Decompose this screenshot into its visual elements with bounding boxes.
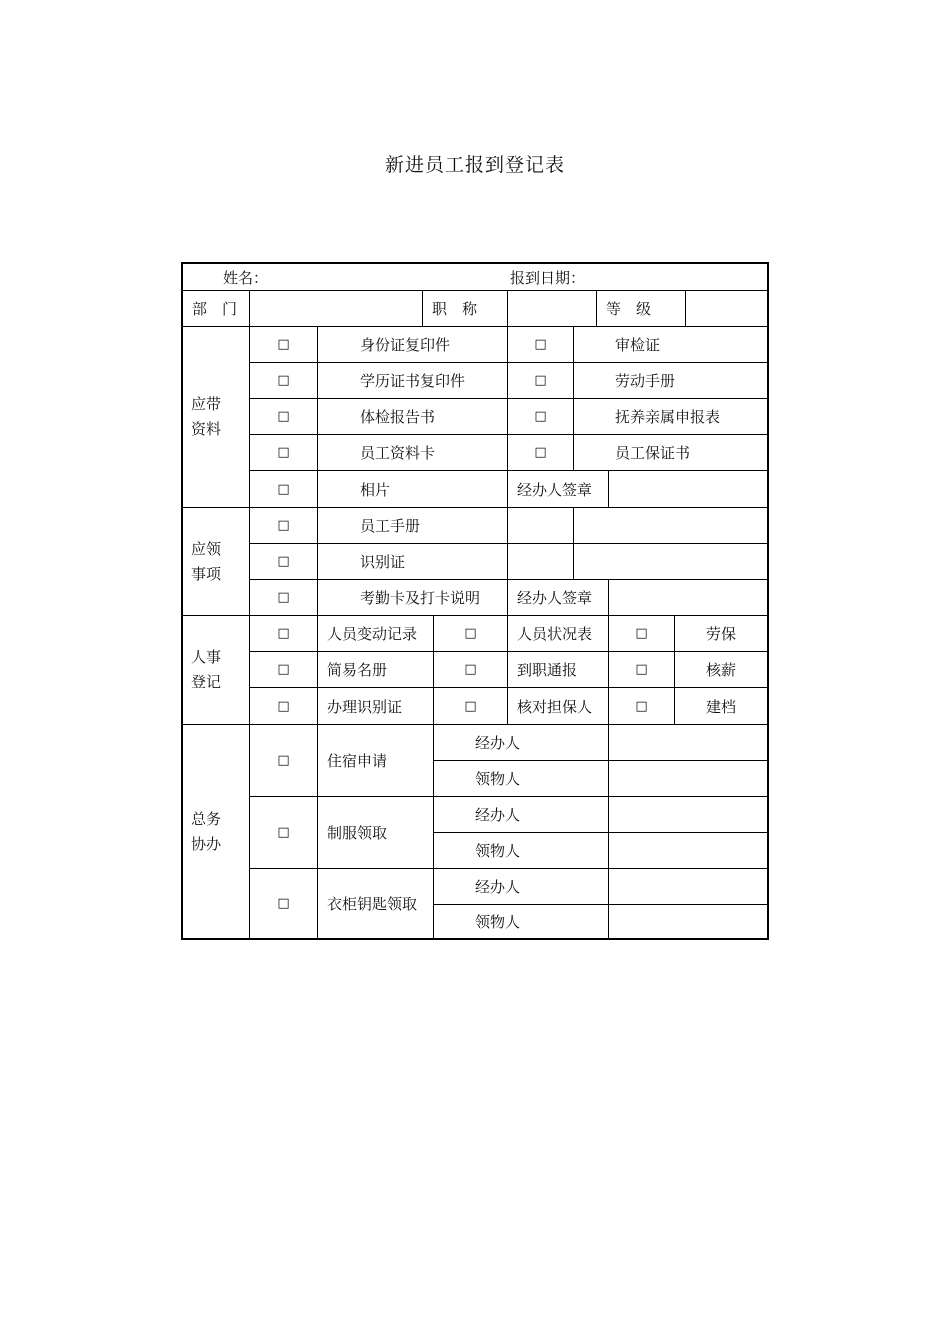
checkbox-change-record[interactable]: □ — [250, 616, 318, 652]
checkbox-id-copy[interactable]: □ — [250, 327, 318, 363]
checkbox-dorm-application[interactable]: □ — [250, 725, 318, 797]
item-onboard-notice: 到职通报 — [508, 652, 609, 688]
checkbox-diploma-copy[interactable]: □ — [250, 363, 318, 399]
item-archive: 建档 — [675, 688, 767, 725]
item-labor-handbook: 劳动手册 — [574, 363, 767, 399]
header-row — [183, 264, 767, 291]
item-verify-guarantor: 核对担保人 — [508, 688, 609, 725]
item-diploma-copy: 学历证书复印件 — [318, 363, 508, 399]
item-employee-card: 员工资料卡 — [318, 435, 508, 471]
date-label: 报到日期： — [510, 268, 586, 287]
name-label: 姓名： — [223, 268, 269, 287]
dept-label: 部 门 — [183, 291, 250, 327]
item-uniform: 制服领取 — [318, 797, 434, 869]
page-title: 新进员工报到登记表 — [384, 154, 565, 176]
handler-label: 经办人 — [434, 869, 609, 905]
handler-label: 经办人 — [434, 725, 609, 761]
item-id-copy: 身份证复印件 — [318, 327, 508, 363]
blank-cell — [574, 544, 767, 580]
checkbox-roster[interactable]: □ — [250, 652, 318, 688]
item-guarantee-letter: 员工保证书 — [574, 435, 767, 471]
checkbox-locker-key[interactable]: □ — [250, 869, 318, 938]
section2-sign-input[interactable] — [609, 580, 767, 616]
receiver-label: 领物人 — [434, 761, 609, 797]
item-medical-report: 体检报告书 — [318, 399, 508, 435]
checkbox-uniform[interactable]: □ — [250, 797, 318, 869]
item-salary-check: 核薪 — [675, 652, 767, 688]
item-issue-badge: 办理识别证 — [318, 688, 434, 725]
checkbox-salary-check[interactable]: □ — [609, 652, 675, 688]
checkbox-employee-handbook[interactable]: □ — [250, 508, 318, 544]
checkbox-labor-handbook[interactable]: □ — [508, 363, 574, 399]
handler-input[interactable] — [609, 869, 767, 905]
handler-input[interactable] — [609, 797, 767, 833]
position-label: 职 称 — [423, 291, 508, 327]
section-items-to-receive: 应领 事项 — [183, 508, 250, 616]
receiver-input[interactable] — [609, 833, 767, 869]
item-labor-insurance: 劳保 — [675, 616, 767, 652]
item-status-table: 人员状况表 — [508, 616, 609, 652]
checkbox-onboard-notice[interactable]: □ — [434, 652, 508, 688]
checkbox-dependents-form[interactable]: □ — [508, 399, 574, 435]
checkbox-issue-badge[interactable]: □ — [250, 688, 318, 725]
item-employee-handbook: 员工手册 — [318, 508, 508, 544]
section2-sign-label: 经办人签章 — [508, 580, 609, 616]
receiver-input[interactable] — [609, 905, 767, 938]
position-input[interactable] — [508, 291, 597, 327]
checkbox-photo[interactable]: □ — [250, 471, 318, 508]
grade-input[interactable] — [686, 291, 767, 327]
checkbox-labor-insurance[interactable]: □ — [609, 616, 675, 652]
section1-sign-label: 经办人签章 — [508, 471, 609, 508]
dept-input[interactable] — [250, 291, 423, 327]
checkbox-archive[interactable]: □ — [609, 688, 675, 725]
receiver-label: 领物人 — [434, 905, 609, 938]
item-change-record: 人员变动记录 — [318, 616, 434, 652]
checkbox-id-badge[interactable]: □ — [250, 544, 318, 580]
section-general-affairs: 总务 协办 — [183, 725, 250, 938]
handler-label: 经办人 — [434, 797, 609, 833]
checkbox-inspection-cert[interactable]: □ — [508, 327, 574, 363]
grade-label: 等 级 — [597, 291, 686, 327]
section1-sign-input[interactable] — [609, 471, 767, 508]
item-inspection-cert: 审检证 — [574, 327, 767, 363]
item-roster: 简易名册 — [318, 652, 434, 688]
section-required-documents: 应带 资料 — [183, 327, 250, 508]
blank-cell — [574, 508, 767, 544]
checkbox-guarantee-letter[interactable]: □ — [508, 435, 574, 471]
checkbox-verify-guarantor[interactable]: □ — [434, 688, 508, 725]
item-locker-key: 衣柜钥匙领取 — [318, 869, 434, 938]
handler-input[interactable] — [609, 725, 767, 761]
blank-cell — [508, 508, 574, 544]
checkbox-employee-card[interactable]: □ — [250, 435, 318, 471]
checkbox-medical-report[interactable]: □ — [250, 399, 318, 435]
receiver-input[interactable] — [609, 761, 767, 797]
item-id-badge: 识别证 — [318, 544, 508, 580]
item-time-card: 考勤卡及打卡说明 — [318, 580, 508, 616]
checkbox-time-card[interactable]: □ — [250, 580, 318, 616]
section-hr-registration: 人事 登记 — [183, 616, 250, 725]
item-dorm-application: 住宿申请 — [318, 725, 434, 797]
checkbox-status-table[interactable]: □ — [434, 616, 508, 652]
item-photo: 相片 — [318, 471, 508, 508]
blank-cell — [508, 544, 574, 580]
item-dependents-form: 抚养亲属申报表 — [574, 399, 767, 435]
registration-form-table — [181, 262, 769, 940]
receiver-label: 领物人 — [434, 833, 609, 869]
